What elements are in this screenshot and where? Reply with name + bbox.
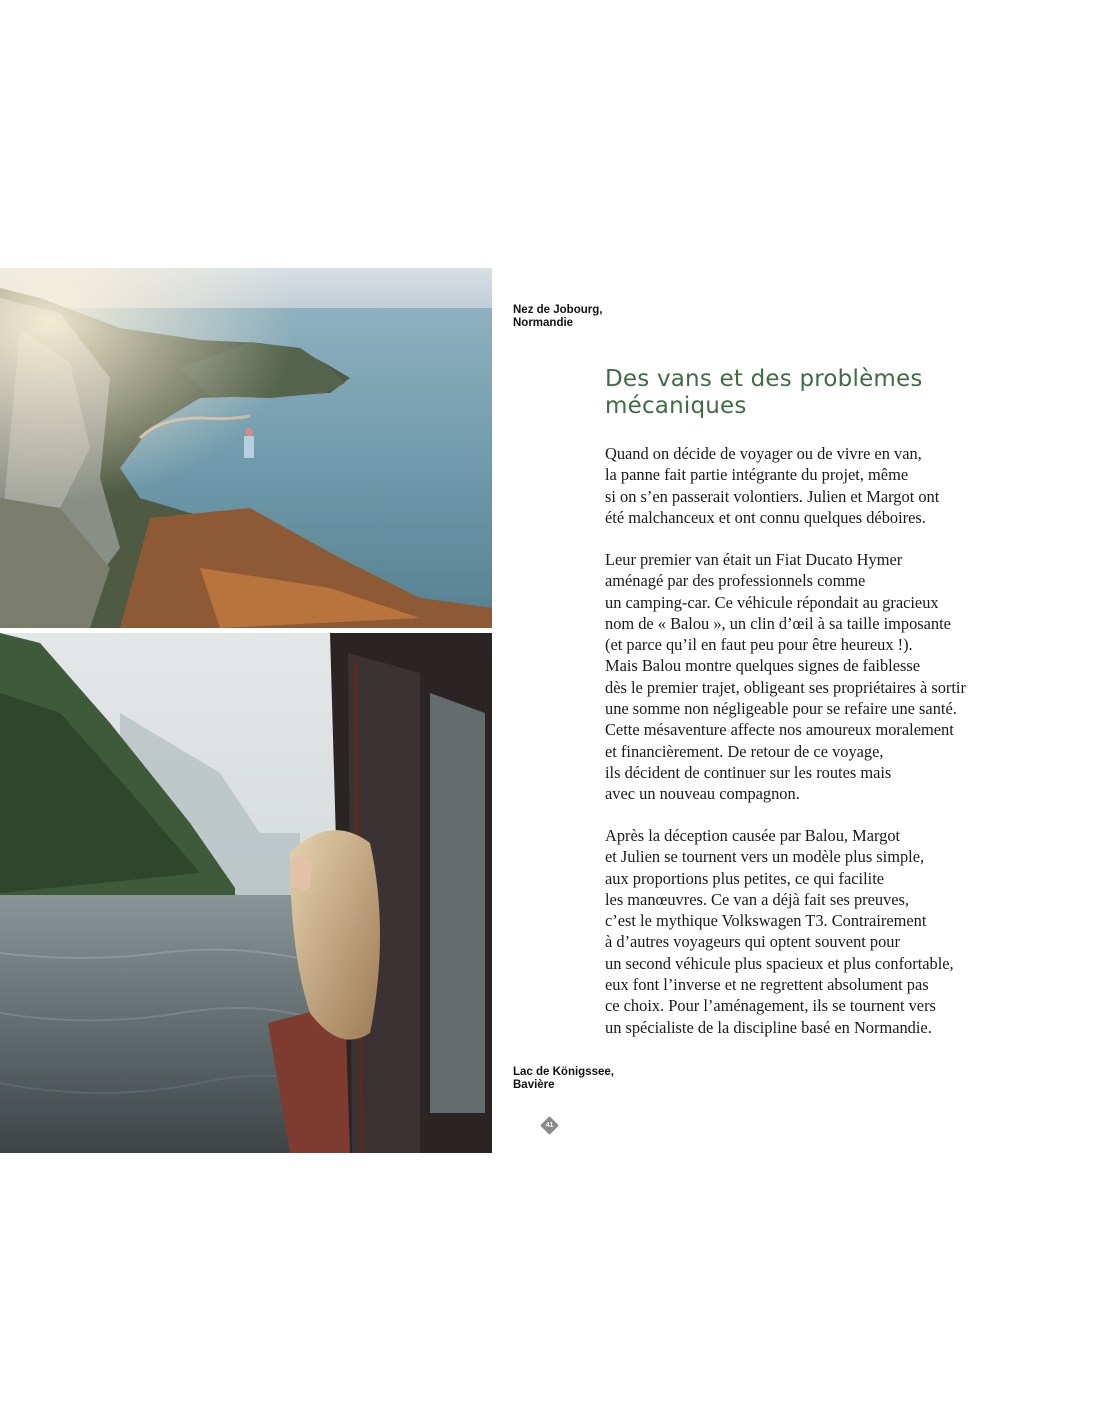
text-line: une somme non négligeable pour se refaire une santé. <box>605 699 957 719</box>
text-line: Après la déception causée par Balou, Margot <box>605 826 901 845</box>
page-number-text: 41 <box>545 1122 554 1129</box>
caption-line: Normandie <box>513 317 574 329</box>
text-line: aménagé par des professionnels comme <box>605 571 866 591</box>
page-number <box>541 1117 558 1134</box>
text-line: un camping-car. Ce véhicule répondait au gracieux <box>605 592 939 612</box>
text-line: avec un nouveau compagnon. <box>605 784 800 804</box>
text-line: Cette mésaventure affecte nos amoureux moralement <box>605 720 954 740</box>
photo-caption-bottom <box>513 1066 673 1092</box>
paragraph-first-van <box>605 549 1045 805</box>
photo-caption-top <box>513 304 673 330</box>
article-heading <box>605 366 1025 420</box>
text-line: ce choix. Pour l’aménagement, ils se tournent vers <box>605 996 936 1016</box>
photo-coastal-cliff <box>0 268 492 628</box>
text-line: Mais Balou montre quelques signes de faiblesse <box>605 656 920 676</box>
text-line: c’est le mythique Volkswagen T3. Contrairement <box>605 911 927 931</box>
text-line: et Julien se tournent vers un modèle plus simple, <box>605 847 925 867</box>
text-line: un second véhicule plus spacieux et plus confortable, <box>605 953 954 973</box>
text-line: dès le premier trajet, obligeant ses propriétaires à sortir <box>605 677 966 697</box>
text-line: été malchanceux et ont connu quelques déboires. <box>605 507 926 527</box>
text-line: et financièrement. De retour de ce voyage, <box>605 741 884 761</box>
text-line: la panne fait partie intégrante du projet, même <box>605 465 909 485</box>
caption-line: Bavière <box>513 1079 555 1091</box>
paragraph-second-van <box>605 825 1045 1038</box>
photo-lake-boat <box>0 633 492 1153</box>
paragraph-intro <box>605 443 1045 528</box>
text-line: Leur premier van était un Fiat Ducato Hymer <box>605 550 903 569</box>
text-line: les manœuvres. Ce van a déjà fait ses preuves, <box>605 889 910 909</box>
caption-line: Nez de Jobourg, <box>513 304 603 316</box>
heading-line: Des vans et des problèmes <box>605 366 923 392</box>
text-line: (et parce qu’il en faut peu pour être heureux !). <box>605 635 913 655</box>
caption-line: Lac de Königssee, <box>513 1066 614 1078</box>
text-line: eux font l’inverse et ne regrettent absolument pas <box>605 975 929 995</box>
text-line: un spécialiste de la discipline basé en Normandie. <box>605 1017 932 1037</box>
text-line: Quand on décide de voyager ou de vivre en van, <box>605 444 922 463</box>
text-line: si on s’en passerait volontiers. Julien et Margot ont <box>605 486 940 506</box>
heading-line: mécaniques <box>605 393 747 419</box>
text-line: aux proportions plus petites, ce qui facilite <box>605 868 885 888</box>
text-line: à d’autres voyageurs qui optent souvent pour <box>605 932 900 952</box>
text-line: ils décident de continuer sur les routes mais <box>605 762 892 782</box>
text-line: nom de « Balou », un clin d’œil à sa taille imposante <box>605 613 951 633</box>
